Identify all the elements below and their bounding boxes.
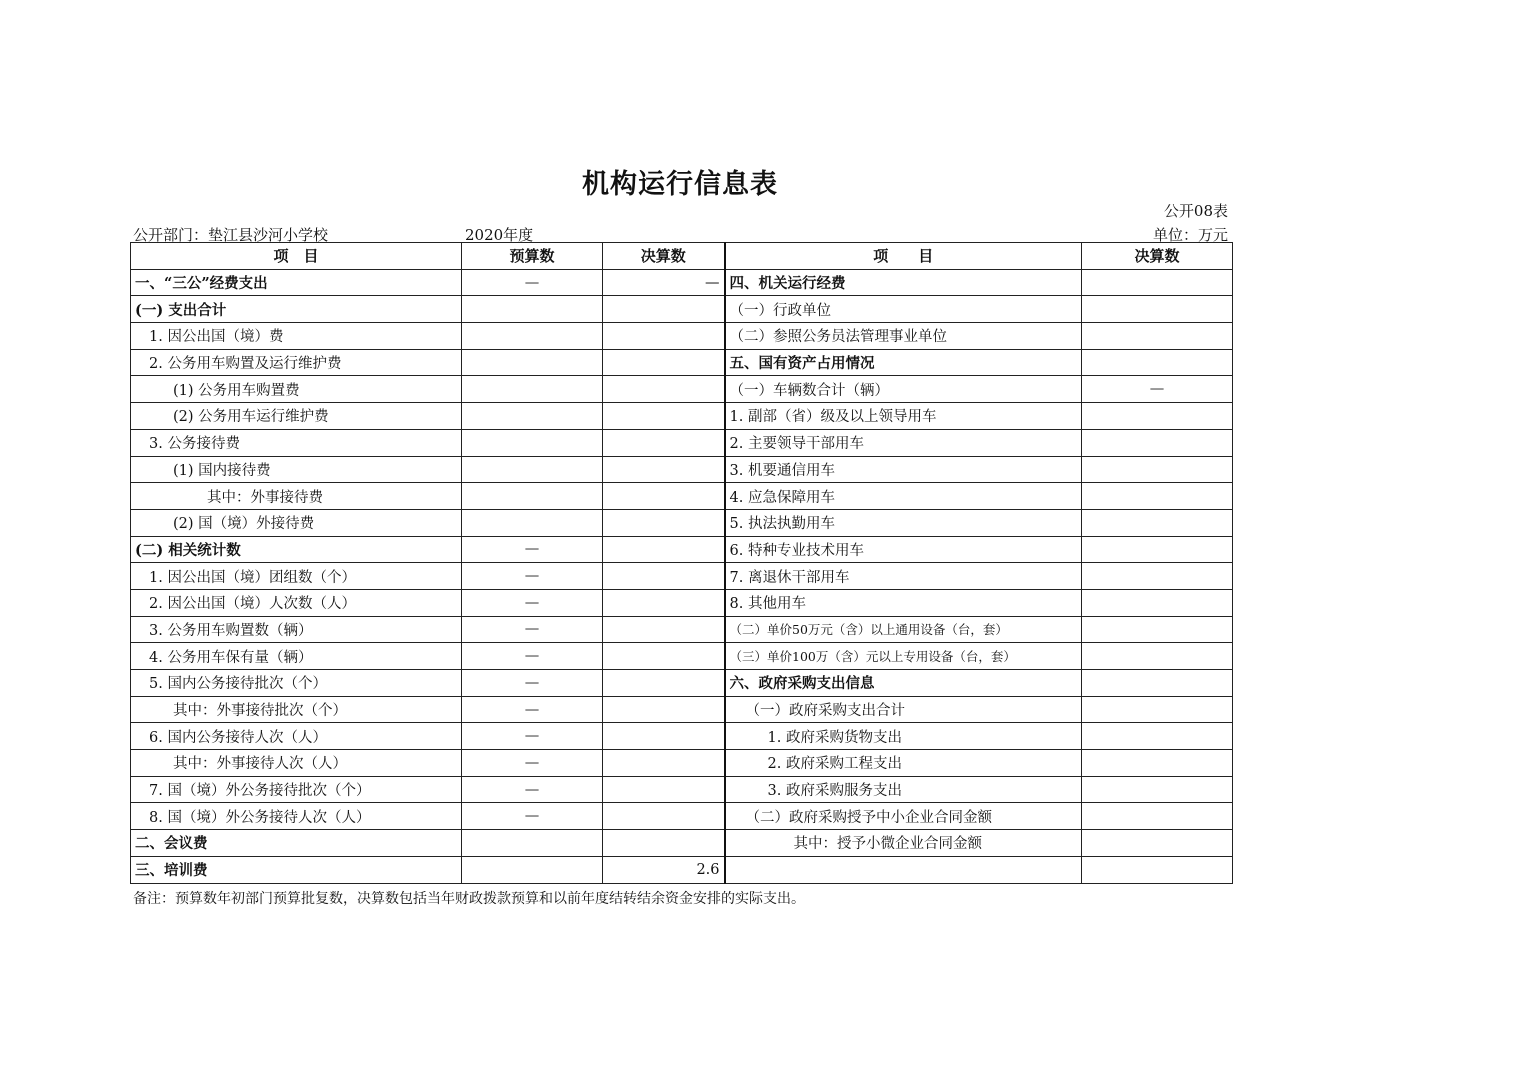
table-row (131, 803, 1233, 830)
row-budget-value: — (462, 696, 603, 723)
row-item-right: 其中：授予小微企业合同金额 (725, 830, 1082, 857)
row-final-right-value (1082, 589, 1233, 616)
row-item-right: 5. 执法执勤用车 (725, 509, 1082, 536)
table-row (131, 670, 1233, 697)
row-final-right-value (1082, 349, 1233, 376)
row-final-right-value (1082, 536, 1233, 563)
row-final-right-value (1082, 856, 1233, 883)
row-item-left: 8. 国（境）外公务接待人次（人） (131, 803, 462, 830)
row-budget-value: — (462, 723, 603, 750)
row-budget-value (462, 456, 603, 483)
row-item-right: （一）政府采购支出合计 (725, 696, 1082, 723)
row-budget-value (462, 403, 603, 430)
row-budget-value: — (462, 776, 603, 803)
row-item-right: 8. 其他用车 (725, 589, 1082, 616)
row-budget-value: — (462, 563, 603, 590)
row-final-value (603, 483, 725, 510)
row-final-value (603, 376, 725, 403)
row-item-right: （二）参照公务员法管理事业单位 (725, 323, 1082, 350)
table-row (131, 269, 1233, 296)
row-final-value (603, 723, 725, 750)
table-row (131, 830, 1233, 857)
row-final-right-value (1082, 696, 1233, 723)
row-budget-value (462, 509, 603, 536)
row-final-value (603, 403, 725, 430)
row-final-value: — (603, 269, 725, 296)
table-row (131, 750, 1233, 777)
row-item-left: 其中：外事接待费 (131, 483, 462, 510)
row-item-right: 7. 离退休干部用车 (725, 563, 1082, 590)
row-item-left: 三、培训费 (131, 856, 462, 883)
row-final-value (603, 803, 725, 830)
table-row (131, 589, 1233, 616)
row-final-right-value (1082, 429, 1233, 456)
header-item-left: 项 目 (131, 243, 462, 270)
row-item-left: 3. 公务用车购置数（辆） (131, 616, 462, 643)
row-final-value (603, 643, 725, 670)
row-final-value (603, 776, 725, 803)
fiscal-year: 2020年度 (465, 226, 534, 244)
row-final-value (603, 536, 725, 563)
row-item-left: 2. 公务用车购置及运行维护费 (131, 349, 462, 376)
row-final-value (603, 750, 725, 777)
table-row (131, 483, 1233, 510)
row-item-left: (二) 相关统计数 (131, 536, 462, 563)
row-final-value (603, 670, 725, 697)
row-item-left: 其中：外事接待批次（个） (131, 696, 462, 723)
footnote: 备注：预算数年初部门预算批复数，决算数包括当年财政拨款预算和以前年度结转结余资金安排的实际支出。 (133, 891, 805, 907)
table-row (131, 563, 1233, 590)
row-item-right: （二）政府采购授予中小企业合同金额 (725, 803, 1082, 830)
row-item-left: 其中：外事接待人次（人） (131, 750, 462, 777)
row-budget-value (462, 856, 603, 883)
row-item-left: (1) 公务用车购置费 (131, 376, 462, 403)
row-item-right: 2. 主要领导干部用车 (725, 429, 1082, 456)
page-title: 机构运行信息表 (582, 169, 778, 200)
table-row (131, 643, 1233, 670)
row-item-left: 1. 因公出国（境）团组数（个） (131, 563, 462, 590)
department-label: 公开部门：垫江县沙河小学校 (133, 226, 329, 244)
row-budget-value (462, 376, 603, 403)
row-final-value (603, 616, 725, 643)
row-item-left: 3. 公务接待费 (131, 429, 462, 456)
row-item-right: 4. 应急保障用车 (725, 483, 1082, 510)
row-budget-value: — (462, 269, 603, 296)
row-item-right: （一）车辆数合计（辆） (725, 376, 1082, 403)
table-row (131, 723, 1233, 750)
row-final-value (603, 456, 725, 483)
row-final-value: 2.6 (603, 856, 725, 883)
row-final-right-value (1082, 643, 1233, 670)
row-item-right: 3. 机要通信用车 (725, 456, 1082, 483)
row-item-left: (1) 国内接待费 (131, 456, 462, 483)
row-item-right: （二）单价50万元（含）以上通用设备（台，套） (725, 616, 1082, 643)
table-row (131, 776, 1233, 803)
row-item-right (725, 856, 1082, 883)
row-final-value (603, 509, 725, 536)
row-item-right: （一）行政单位 (725, 296, 1082, 323)
row-final-value (603, 696, 725, 723)
header-item-right: 项 目 (725, 243, 1082, 270)
row-budget-value: — (462, 536, 603, 563)
row-final-right-value (1082, 509, 1233, 536)
row-final-value (603, 429, 725, 456)
row-final-value (603, 830, 725, 857)
row-item-right: 1. 副部（省）级及以上领导用车 (725, 403, 1082, 430)
row-budget-value (462, 483, 603, 510)
row-item-right: 6. 特种专业技术用车 (725, 536, 1082, 563)
row-final-value (603, 589, 725, 616)
row-item-right: 3. 政府采购服务支出 (725, 776, 1082, 803)
row-final-right-value: — (1082, 376, 1233, 403)
row-final-right-value (1082, 776, 1233, 803)
row-item-right: 1. 政府采购货物支出 (725, 723, 1082, 750)
row-item-left: 7. 国（境）外公务接待批次（个） (131, 776, 462, 803)
row-item-right: （三）单价100万（含）元以上专用设备（台，套） (725, 643, 1082, 670)
row-final-right-value (1082, 670, 1233, 697)
row-budget-value: — (462, 643, 603, 670)
table-row (131, 429, 1233, 456)
table-row (131, 509, 1233, 536)
row-item-left: 5. 国内公务接待批次（个） (131, 670, 462, 697)
table-row (131, 296, 1233, 323)
row-budget-value (462, 296, 603, 323)
row-final-right-value (1082, 323, 1233, 350)
header-final-left: 决算数 (603, 243, 725, 270)
row-final-right-value (1082, 269, 1233, 296)
table-row (131, 696, 1233, 723)
form-number: 公开08表 (1163, 202, 1228, 220)
row-final-right-value (1082, 296, 1233, 323)
row-final-value (603, 323, 725, 350)
row-item-right: 四、机关运行经费 (725, 269, 1082, 296)
row-item-left: 一、“三公”经费支出 (131, 269, 462, 296)
table-row (131, 349, 1233, 376)
row-final-value (603, 296, 725, 323)
row-budget-value: — (462, 670, 603, 697)
row-item-right: 五、国有资产占用情况 (725, 349, 1082, 376)
row-final-right-value (1082, 803, 1233, 830)
row-final-value (603, 349, 725, 376)
header-final-right: 决算数 (1082, 243, 1233, 270)
row-budget-value (462, 830, 603, 857)
row-final-right-value (1082, 750, 1233, 777)
info-table (130, 242, 1233, 884)
table-row (131, 856, 1233, 883)
row-item-right: 2. 政府采购工程支出 (725, 750, 1082, 777)
unit-label: 单位：万元 (1152, 226, 1228, 244)
row-item-left: 4. 公务用车保有量（辆） (131, 643, 462, 670)
table-row (131, 323, 1233, 350)
row-item-left: (2) 国（境）外接待费 (131, 509, 462, 536)
row-budget-value: — (462, 589, 603, 616)
row-budget-value: — (462, 750, 603, 777)
row-budget-value (462, 429, 603, 456)
row-final-right-value (1082, 563, 1233, 590)
row-item-left: 1. 因公出国（境）费 (131, 323, 462, 350)
row-item-left: (2) 公务用车运行维护费 (131, 403, 462, 430)
table-header-row (131, 243, 1233, 270)
row-budget-value: — (462, 616, 603, 643)
row-budget-value: — (462, 803, 603, 830)
row-budget-value (462, 323, 603, 350)
row-final-right-value (1082, 456, 1233, 483)
table-row (131, 456, 1233, 483)
row-item-left: (一) 支出合计 (131, 296, 462, 323)
row-final-right-value (1082, 723, 1233, 750)
table-row (131, 403, 1233, 430)
row-item-left: 二、会议费 (131, 830, 462, 857)
row-final-right-value (1082, 616, 1233, 643)
table-row (131, 376, 1233, 403)
row-budget-value (462, 349, 603, 376)
row-item-left: 2. 因公出国（境）人次数（人） (131, 589, 462, 616)
row-final-value (603, 563, 725, 590)
header-budget: 预算数 (462, 243, 603, 270)
row-item-left: 6. 国内公务接待人次（人） (131, 723, 462, 750)
row-final-right-value (1082, 403, 1233, 430)
table-row (131, 616, 1233, 643)
row-final-right-value (1082, 830, 1233, 857)
row-final-right-value (1082, 483, 1233, 510)
row-item-right: 六、政府采购支出信息 (725, 670, 1082, 697)
table-row (131, 536, 1233, 563)
